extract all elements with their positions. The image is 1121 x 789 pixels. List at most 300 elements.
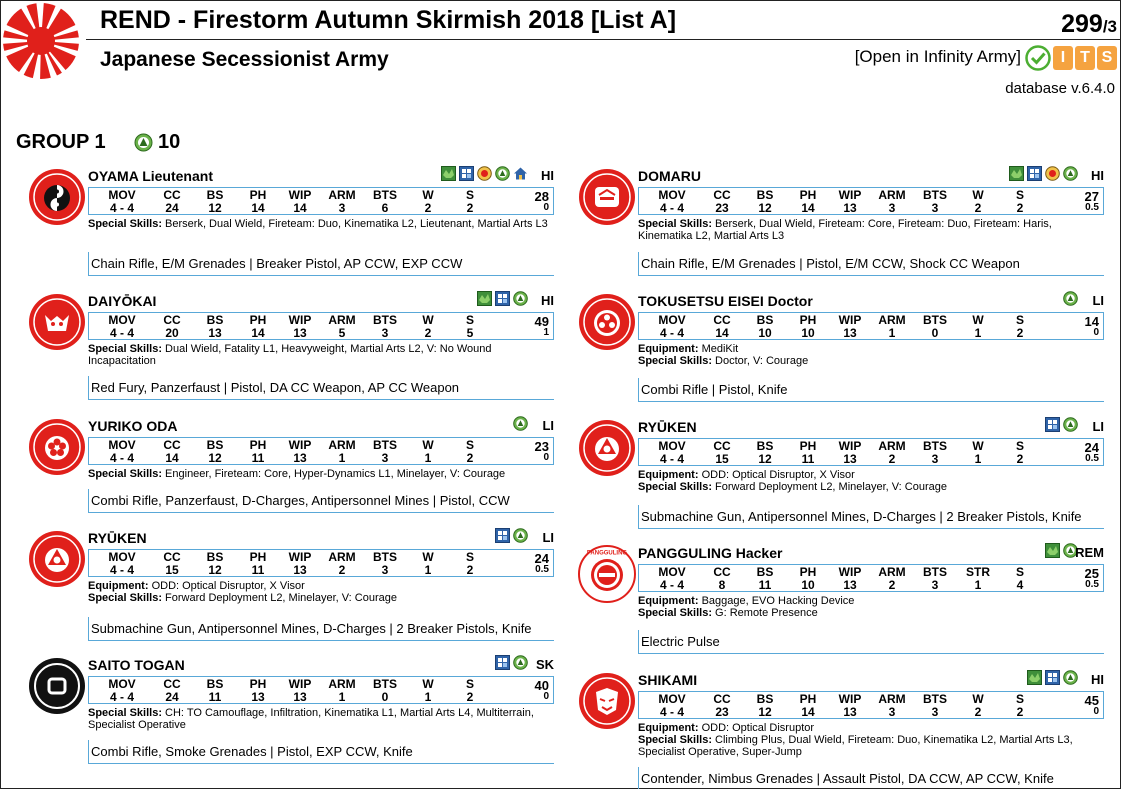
unit-icons (1009, 166, 1078, 181)
stat-header: BTS (373, 438, 397, 452)
stat-header: W (422, 677, 434, 691)
order-icon (513, 528, 528, 543)
special-skills-line (638, 607, 1104, 619)
stat-value: 23 (715, 705, 729, 719)
stat-header: S (465, 438, 474, 452)
special-skills-line (638, 218, 1104, 242)
stat-header: CC (713, 188, 731, 202)
unit-details (638, 343, 1104, 367)
stat-header: PH (249, 550, 267, 564)
stat-header: BTS (373, 313, 397, 327)
camo-icon (1009, 166, 1024, 181)
stat-value: 4 - 4 (109, 563, 134, 577)
stat-header: S (465, 313, 474, 327)
stat-header: ARM (878, 565, 906, 579)
stat-header: BTS (923, 565, 947, 579)
stat-header: W (972, 439, 984, 453)
stat-header: W (422, 313, 434, 327)
stat-value: 3 (931, 452, 939, 466)
unit-logo-domaru (578, 168, 636, 226)
weapons-line: Combi Rifle, Smoke Grenades | Pistol, EXP CCW, Knife (88, 740, 554, 764)
stat-value: 3 (888, 705, 896, 719)
equipment-text: ODD: Optical Disruptor, X Visor (151, 580, 305, 592)
stat-block (638, 187, 1104, 215)
special-skills-text: Climbing Plus, Dual Wield, Fireteam: Duo, Kinematika L2, Martial Arts L3, Specialist Operative, Super-Jump (638, 734, 1073, 758)
stat-value: 3 (888, 201, 896, 215)
stat-value: 13 (843, 201, 857, 215)
stat-value: 1 (888, 326, 896, 340)
stat-header: BS (206, 188, 224, 202)
stat-value: 8 (718, 578, 726, 592)
stat-value: 1 (338, 690, 346, 704)
stat-value: 13 (293, 690, 307, 704)
special-skills-label: Special Skills: (88, 707, 162, 719)
unit-icons (513, 416, 528, 431)
special-skills-line (88, 707, 554, 731)
special-skills-label: Special Skills: (88, 592, 162, 604)
order-icon (513, 655, 528, 670)
unit-logo-shikami (578, 672, 636, 730)
stat-header: S (465, 188, 474, 202)
stat-header: BS (756, 565, 774, 579)
unit-icons (1063, 291, 1078, 306)
stat-value: 10 (801, 578, 815, 592)
unit-cost: 27 (1084, 189, 1099, 204)
stat-header: MOV (658, 439, 686, 453)
order-icon (1063, 417, 1078, 432)
stat-value: 13 (843, 578, 857, 592)
unit-logo-ryuken (578, 419, 636, 477)
stat-header: ARM (328, 677, 356, 691)
stat-header: WIP (288, 677, 312, 691)
stat-value: 3 (381, 326, 389, 340)
unit-logo-text: PANGGULING (586, 550, 628, 557)
order-icon (513, 291, 528, 306)
stat-header: MOV (658, 188, 686, 202)
stat-value: 12 (758, 452, 772, 466)
special-skills-label: Special Skills: (638, 734, 712, 746)
unit-logo-ryuken (28, 530, 86, 588)
tactical-icon (459, 166, 474, 181)
regular-order-icon (134, 133, 153, 152)
stat-value: 2 (1016, 201, 1024, 215)
special-skills-text: Forward Deployment L2, Minelayer, V: Courage (715, 481, 947, 493)
stat-value: 13 (843, 326, 857, 340)
stat-block (638, 691, 1104, 719)
stat-header: BS (206, 438, 224, 452)
camo-icon (1027, 670, 1042, 685)
swc-total: /3 (1102, 17, 1117, 36)
stat-value: 3 (381, 451, 389, 465)
special-skills-text: Dual Wield, Fatality L1, Heavyweight, Martial Arts L2, V: No Wound Incapacitation (88, 343, 492, 367)
unit-swc: 0.5 (1085, 579, 1099, 590)
group-order-count: 10 (158, 131, 181, 153)
unit-card (578, 672, 1108, 789)
header-divider (86, 39, 1120, 40)
stat-value: 1 (974, 326, 982, 340)
lieutenant-icon (1045, 166, 1060, 181)
stat-header: MOV (108, 188, 136, 202)
unit-type: HI (541, 293, 554, 308)
stat-header: S (1015, 188, 1024, 202)
stat-value: 2 (1016, 326, 1024, 340)
stat-header: WIP (838, 188, 862, 202)
stat-header: BTS (373, 550, 397, 564)
stat-header: BS (756, 439, 774, 453)
database-version: database v.6.4.0 (1005, 80, 1115, 97)
stat-value: 3 (931, 578, 939, 592)
stat-header: CC (163, 438, 181, 452)
unit-card (578, 293, 1108, 404)
stat-header: MOV (108, 438, 136, 452)
stat-value: 14 (715, 326, 729, 340)
stat-block (88, 312, 554, 340)
unit-type: HI (1091, 168, 1104, 183)
special-skills-label: Special Skills: (638, 355, 712, 367)
stat-header: ARM (328, 550, 356, 564)
stat-block (638, 564, 1104, 592)
unit-card (578, 168, 1108, 278)
its-letter-s: S (1097, 46, 1117, 70)
stat-value: 1 (424, 451, 432, 465)
stat-value: 15 (715, 452, 729, 466)
stat-header: S (465, 550, 474, 564)
equipment-line (638, 722, 1104, 734)
stat-value: 13 (843, 452, 857, 466)
unit-name[interactable]: TOKUSETSU EISEI Doctor (638, 293, 813, 309)
stat-value: 12 (758, 705, 772, 719)
unit-cost: 14 (1084, 314, 1099, 329)
special-skills-label: Special Skills: (88, 343, 162, 355)
special-skills-text: CH: TO Camouflage, Infiltration, Kinematika L1, Martial Arts L4, Multiterrain, Specialist Operative (88, 707, 534, 731)
unit-details (638, 722, 1104, 758)
stat-header: W (422, 438, 434, 452)
special-skills-label: Special Skills: (638, 218, 712, 230)
special-skills-line (638, 734, 1104, 758)
equipment-label: Equipment: (638, 722, 699, 734)
stat-value: 20 (165, 326, 179, 340)
special-skills-text: Berserk, Dual Wield, Fireteam: Duo, Kinematika L2, Lieutenant, Martial Arts L3 (165, 218, 548, 230)
stat-value: 14 (251, 326, 265, 340)
order-icon (1063, 166, 1078, 181)
special-skills-text: Berserk, Dual Wield, Fireteam: Core, Fireteam: Duo, Fireteam: Haris, Kinematika L2, Martial Arts L3 (638, 218, 1052, 242)
stat-header: WIP (838, 692, 862, 706)
equipment-label: Equipment: (638, 343, 699, 355)
weapons-line: Chain Rifle, E/M Grenades | Breaker Pistol, AP CCW, EXP CCW (88, 252, 554, 276)
special-skills-text: Forward Deployment L2, Minelayer, V: Courage (165, 592, 397, 604)
stat-header: WIP (838, 565, 862, 579)
stat-block (88, 676, 554, 704)
unit-icons (495, 655, 528, 670)
stat-value: 6 (381, 201, 389, 215)
unit-type: HI (1091, 672, 1104, 687)
stat-header: WIP (288, 438, 312, 452)
unit-cost: 24 (534, 551, 549, 566)
check-icon (1025, 45, 1051, 71)
stat-value: 4 - 4 (659, 452, 684, 466)
unit-swc: 0 (1093, 706, 1099, 717)
equipment-label: Equipment: (88, 580, 149, 592)
unit-logo-saito (28, 657, 86, 715)
stat-header: BS (206, 550, 224, 564)
unit-cost: 25 (1084, 566, 1099, 581)
stat-value: 12 (208, 201, 222, 215)
stat-value: 2 (888, 452, 896, 466)
weapons-line: Submachine Gun, Antipersonnel Mines, D-Charges | 2 Breaker Pistols, Knife (638, 505, 1104, 529)
stat-header: PH (799, 692, 817, 706)
stat-value: 4 - 4 (659, 705, 684, 719)
unit-logo-daiyokai (28, 293, 86, 351)
stat-header: PH (249, 438, 267, 452)
unit-name[interactable]: OYAMA Lieutenant (88, 168, 213, 184)
stat-block (638, 312, 1104, 340)
unit-name[interactable]: SHIKAMI (638, 672, 698, 688)
unit-type: LI (542, 418, 554, 433)
equipment-text: ODD: Optical Disruptor (701, 722, 815, 734)
stat-header: PH (249, 313, 267, 327)
stat-value: 11 (251, 451, 265, 465)
stat-value: 2 (1016, 705, 1024, 719)
stat-header: ARM (878, 692, 906, 706)
unit-swc: 0 (543, 691, 549, 702)
stat-value: 14 (251, 201, 265, 215)
unit-details (88, 343, 554, 367)
unit-cost: 28 (534, 189, 549, 204)
weapons-line: Chain Rifle, E/M Grenades | Pistol, E/M CCW, Shock CC Weapon (638, 252, 1104, 276)
stat-value: 4 - 4 (109, 201, 134, 215)
order-icon (513, 416, 528, 431)
unit-details (88, 218, 554, 230)
stat-header: W (422, 550, 434, 564)
stat-header: BTS (923, 188, 947, 202)
stat-value: 2 (338, 563, 346, 577)
unit-cost: 49 (534, 314, 549, 329)
unit-icons (495, 528, 528, 543)
tactical-icon (495, 528, 510, 543)
stat-value: 10 (801, 326, 815, 340)
equipment-text: MediKit (701, 343, 739, 355)
equipment-label: Equipment: (638, 595, 699, 607)
unit-type: LI (542, 530, 554, 545)
unit-icons (477, 291, 528, 306)
stat-header: W (972, 313, 984, 327)
stat-value: 2 (424, 326, 432, 340)
stat-header: CC (163, 313, 181, 327)
stat-value: 4 - 4 (109, 690, 134, 704)
stat-value: 2 (466, 451, 474, 465)
unit-card (28, 418, 558, 515)
unit-logo-tokusetsu (578, 293, 636, 351)
special-skills-text: G: Remote Presence (715, 607, 818, 619)
stat-value: 5 (466, 326, 474, 340)
stat-header: BTS (923, 313, 947, 327)
equipment-label: Equipment: (638, 469, 699, 481)
tactical-icon (1045, 670, 1060, 685)
unit-swc: 0.5 (535, 564, 549, 575)
stat-header: BS (756, 188, 774, 202)
stat-header: S (1015, 313, 1024, 327)
stat-value: 3 (381, 563, 389, 577)
stat-value: 2 (974, 705, 982, 719)
its-letter-i: I (1053, 46, 1073, 70)
tactical-icon (495, 655, 510, 670)
stat-value: 4 - 4 (109, 326, 134, 340)
stat-header: PH (249, 677, 267, 691)
unit-name[interactable]: DOMARU (638, 168, 701, 184)
points-total (1061, 10, 1117, 39)
unit-name[interactable]: DAIYŌKAI (88, 293, 157, 309)
unit-card (28, 293, 558, 402)
stat-header: BS (756, 692, 774, 706)
stat-block (638, 438, 1104, 466)
camo-icon (1045, 543, 1060, 558)
stat-header: BTS (923, 439, 947, 453)
unit-details (88, 707, 554, 731)
stat-header: MOV (108, 677, 136, 691)
unit-name[interactable]: RYŪKEN (638, 419, 697, 435)
stat-header: ARM (878, 313, 906, 327)
unit-card (578, 545, 1108, 656)
unit-details (638, 595, 1104, 619)
stat-value: 2 (424, 201, 432, 215)
home-icon (513, 166, 528, 181)
unit-name[interactable]: SAITO TOGAN (88, 657, 185, 673)
stat-value: 1 (424, 690, 432, 704)
stat-value: 11 (801, 452, 815, 466)
stat-header: ARM (328, 438, 356, 452)
stat-header: CC (163, 188, 181, 202)
stat-value: 13 (293, 563, 307, 577)
stat-value: 2 (1016, 452, 1024, 466)
stat-block (88, 437, 554, 465)
unit-card (28, 168, 558, 278)
special-skills-label: Special Skills: (88, 468, 162, 480)
stat-header: WIP (288, 550, 312, 564)
unit-swc: 0.5 (1085, 453, 1099, 464)
stat-value: 4 (1016, 578, 1024, 592)
unit-icons (1045, 417, 1078, 432)
stat-header: CC (163, 677, 181, 691)
army-name: Japanese Secessionist Army (100, 48, 389, 71)
stat-header: WIP (838, 439, 862, 453)
unit-logo-oyama (28, 168, 86, 226)
stat-value: 4 - 4 (659, 326, 684, 340)
stat-value: 12 (208, 563, 222, 577)
unit-logo-panggulingtext (578, 545, 636, 603)
stat-header: PH (799, 565, 817, 579)
unit-icons (1045, 543, 1078, 558)
its-letter-t: T (1075, 46, 1095, 70)
stat-value: 15 (165, 563, 179, 577)
list-title: REND - Firestorm Autumn Skirmish 2018 [List A] (100, 6, 677, 34)
stat-value: 0 (381, 690, 389, 704)
stat-header: W (972, 692, 984, 706)
unit-swc: 0 (543, 452, 549, 463)
unit-type: REM (1075, 545, 1104, 560)
tactical-icon (495, 291, 510, 306)
its-badges (1025, 45, 1117, 71)
stat-value: 13 (293, 451, 307, 465)
unit-logo-yuriko (28, 418, 86, 476)
special-skills-label: Special Skills: (88, 218, 162, 230)
stat-header: MOV (108, 313, 136, 327)
stat-header: CC (713, 692, 731, 706)
stat-value: 14 (801, 201, 815, 215)
stat-value: 5 (338, 326, 346, 340)
unit-details (88, 468, 554, 480)
stat-header: MOV (658, 565, 686, 579)
equipment-text: ODD: Optical Disruptor, X Visor (701, 469, 855, 481)
unit-name[interactable]: PANGGULING Hacker (638, 545, 783, 561)
stat-value: 2 (466, 563, 474, 577)
stat-header: ARM (328, 188, 356, 202)
tactical-icon (1027, 166, 1042, 181)
stat-value: 11 (758, 578, 772, 592)
weapons-line: Contender, Nimbus Grenades | Assault Pistol, DA CCW, AP CCW, Knife (638, 767, 1104, 789)
open-in-infinity-army-link[interactable]: [Open in Infinity Army] (854, 47, 1021, 66)
stat-header: PH (249, 188, 267, 202)
stat-header: BTS (373, 188, 397, 202)
unit-type: SK (535, 657, 554, 672)
stat-value: 24 (165, 690, 179, 704)
unit-name[interactable]: RYŪKEN (88, 530, 147, 546)
stat-header: W (422, 188, 434, 202)
stat-header: CC (163, 550, 181, 564)
unit-type: HI (541, 168, 554, 183)
stat-value: 1 (424, 563, 432, 577)
stat-value: 1 (974, 578, 982, 592)
weapons-line: Combi Rifle, Panzerfaust, D-Charges, Antipersonnel Mines | Pistol, CCW (88, 489, 554, 513)
stat-value: 1 (974, 452, 982, 466)
unit-icons (1027, 670, 1078, 685)
stat-value: 0 (931, 326, 939, 340)
tactical-icon (1045, 417, 1060, 432)
stat-header: STR (966, 565, 990, 579)
stat-header: WIP (288, 313, 312, 327)
unit-swc: 0 (1093, 327, 1099, 338)
unit-card (28, 657, 558, 766)
equipment-line (638, 343, 1104, 355)
group-title: GROUP 1 (16, 131, 106, 153)
unit-icons (441, 166, 528, 181)
stat-value: 2 (466, 201, 474, 215)
stat-header: MOV (658, 313, 686, 327)
stat-value: 13 (293, 326, 307, 340)
stat-value: 3 (338, 201, 346, 215)
weapons-line: Electric Pulse (638, 630, 1104, 654)
stat-header: S (465, 677, 474, 691)
stat-value: 13 (251, 690, 265, 704)
special-skills-line (638, 355, 1104, 367)
unit-card (28, 530, 558, 643)
stat-header: ARM (328, 313, 356, 327)
unit-name[interactable]: YURIKO ODA (88, 418, 178, 434)
stat-header: WIP (288, 188, 312, 202)
lieutenant-icon (477, 166, 492, 181)
stat-header: S (1015, 692, 1024, 706)
stat-header: PH (799, 188, 817, 202)
stat-value: 13 (843, 705, 857, 719)
stat-value: 11 (208, 690, 222, 704)
unit-swc: 1 (543, 327, 549, 338)
stat-header: CC (713, 439, 731, 453)
special-skills-line (88, 343, 554, 367)
special-skills-label: Special Skills: (638, 607, 712, 619)
stat-header: ARM (878, 188, 906, 202)
unit-cost: 45 (1084, 693, 1099, 708)
stat-header: S (1015, 565, 1024, 579)
stat-header: W (972, 188, 984, 202)
